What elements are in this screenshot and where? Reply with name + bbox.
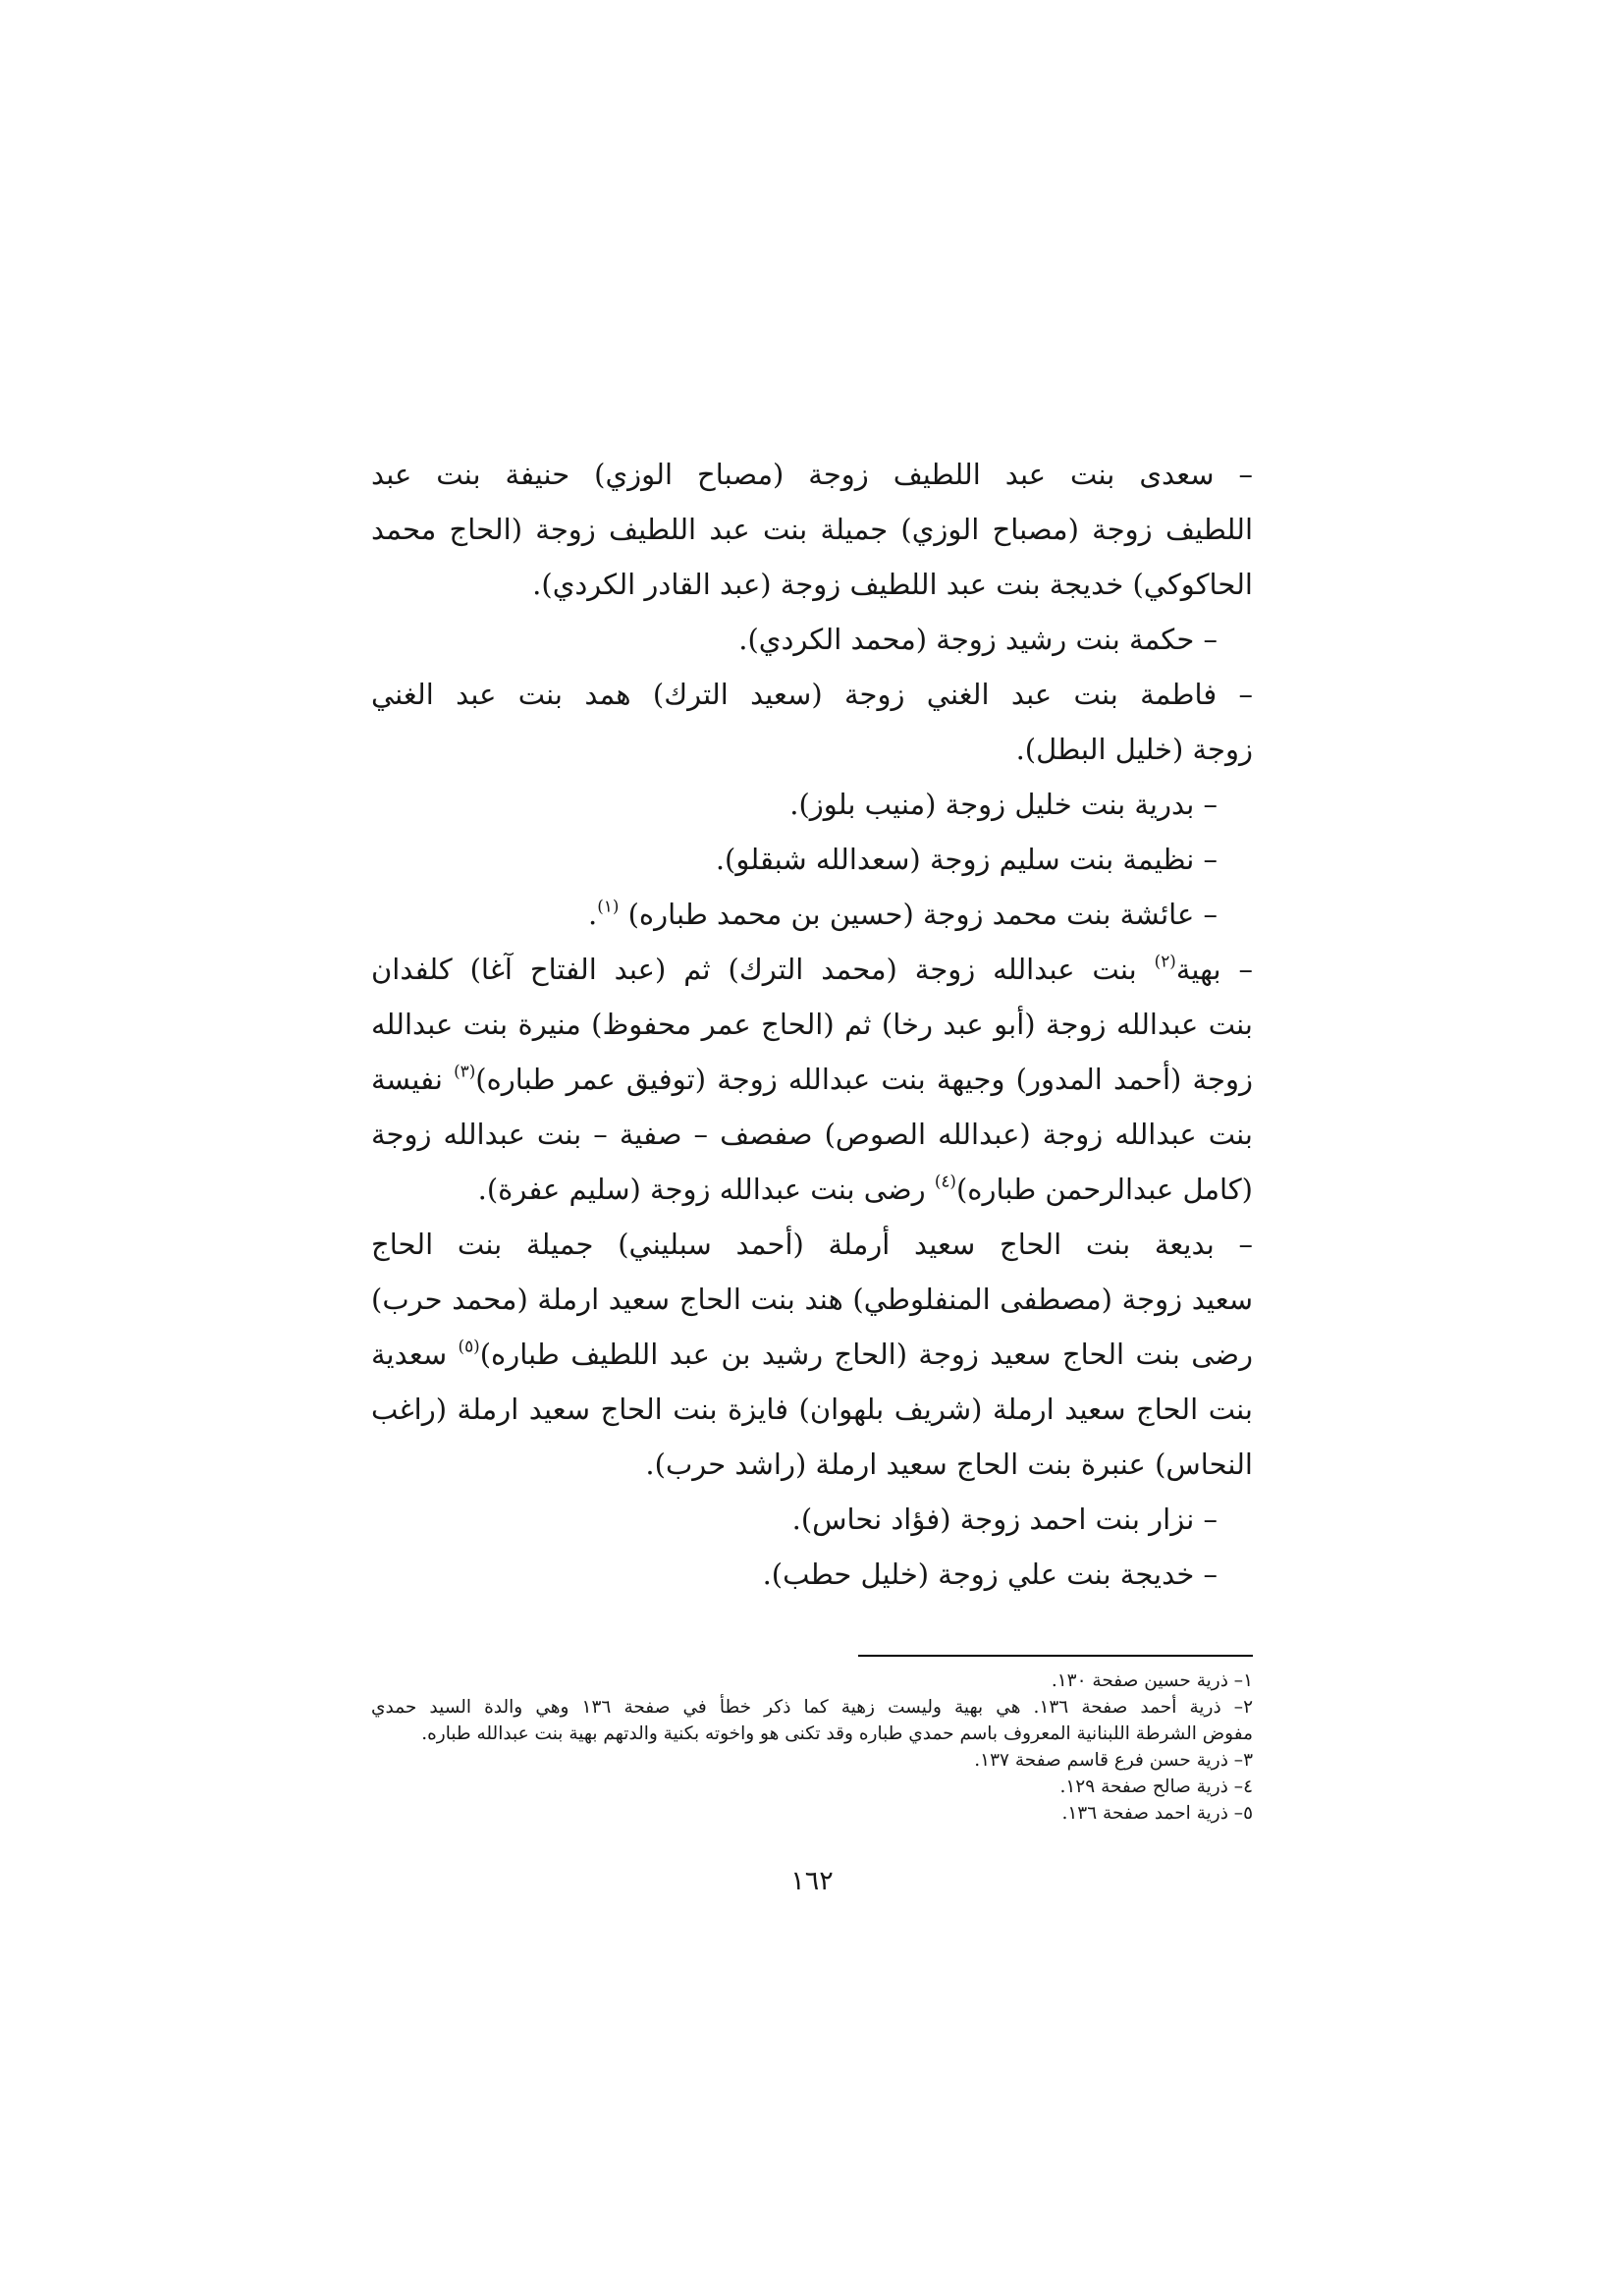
text-line: الحاكوكي) خديجة بنت عبد اللطيف زوجة (عبد القادر الكردي).	[532, 568, 1253, 601]
text-line	[371, 942, 1253, 997]
text-line: – خديجة بنت علي زوجة (خليل حطب).	[762, 1558, 1218, 1591]
text-line	[371, 887, 1253, 942]
page-number: ١٦٢	[790, 1866, 834, 1896]
line-text: زوجة (أحمد المدور) وجيهة بنت عبدالله زوجة (توفيق عمر طباره)	[475, 1063, 1253, 1096]
line-text: سعدية	[371, 1338, 459, 1371]
footnote: ٢– ذرية أحمد صفحة ١٣٦. هي بهية وليست زهية كما ذكر خطأ في صفحة ١٣٦ وهي والدة السيد حمدي	[371, 1697, 1253, 1718]
text-line	[371, 1052, 1253, 1107]
line-text: (كامل عبدالرحمن طباره)	[955, 1173, 1253, 1206]
text-line: بنت الحاج سعيد ارملة (شريف بلهوان) فايزة بنت الحاج سعيد ارملة (راغب	[371, 1393, 1253, 1426]
footnote-reference[interactable]: (٤)	[934, 1171, 956, 1191]
footnote-reference[interactable]: (٥)	[458, 1336, 480, 1356]
text-line: زوجة (خليل البطل).	[1015, 733, 1253, 766]
body-text	[371, 447, 1253, 1602]
line-text: – بهية	[1175, 953, 1253, 986]
text-line: – حكمة بنت رشيد زوجة (محمد الكردي).	[738, 623, 1218, 656]
text-line	[371, 1162, 1253, 1217]
footnote-separator	[858, 1655, 1253, 1657]
footnote-reference[interactable]: (٣)	[454, 1061, 476, 1081]
footnote: ١– ذرية حسين صفحة ١٣٠.	[1051, 1670, 1253, 1691]
footnote-reference[interactable]: (٢)	[1154, 951, 1176, 971]
text-line: – بديعة بنت الحاج سعيد أرملة (أحمد سبليني) جميلة بنت الحاج	[371, 1228, 1253, 1261]
line-text: رضى بنت عبدالله زوجة (سليم عفرة).	[477, 1173, 935, 1206]
text-line: – نزار بنت احمد زوجة (فؤاد نحاس).	[791, 1503, 1218, 1536]
text-line: – فاطمة بنت عبد الغني زوجة (سعيد الترك) همد بنت عبد الغني	[371, 678, 1253, 711]
text-line	[371, 1327, 1253, 1382]
text-line: اللطيف زوجة (مصباح الوزي) جميلة بنت عبد اللطيف زوجة (الحاج محمد	[371, 513, 1253, 546]
line-text: .	[588, 898, 598, 931]
line-text: بنت عبدالله زوجة (محمد الترك) ثم (عبد الفتاح آغا) كلفدان	[371, 953, 1155, 986]
line-text: رضى بنت الحاج سعيد زوجة (الحاج رشيد بن عبد اللطيف طباره)	[479, 1338, 1253, 1371]
footnote-reference[interactable]: (١)	[597, 896, 620, 916]
line-text: – عائشة بنت محمد زوجة (حسين بن محمد طباره)	[619, 898, 1218, 931]
text-line: سعيد زوجة (مصطفى المنفلوطي) هند بنت الحاج سعيد ارملة (محمد حرب)	[371, 1283, 1253, 1316]
text-line: النحاس) عنبرة بنت الحاج سعيد ارملة (راشد حرب).	[645, 1448, 1253, 1481]
footnote: ٣– ذرية حسن فرع قاسم صفحة ١٣٧.	[974, 1750, 1253, 1771]
footnotes	[371, 1667, 1253, 1827]
footnote: ٥– ذرية احمد صفحة ١٣٦.	[1061, 1803, 1253, 1824]
text-line: – نظيمة بنت سليم زوجة (سعدالله شبقلو).	[715, 843, 1218, 876]
footnote-continuation: مفوض الشرطة اللبنانية المعروف باسم حمدي طباره وقد تكنى هو واخوته بكنية والدتهم بهية بنت عبدالله طباره.	[421, 1723, 1253, 1744]
text-line: بنت عبدالله زوجة (أبو عبد رخا) ثم (الحاج عمر محفوظ) منيرة بنت عبدالله	[371, 1008, 1253, 1041]
line-text: نفيسة	[371, 1063, 455, 1096]
footnote: ٤– ذرية صالح صفحة ١٢٩.	[1059, 1777, 1253, 1797]
text-line: بنت عبدالله زوجة (عبدالله الصوص) صفصف – صفية – بنت عبدالله زوجة	[371, 1118, 1253, 1151]
text-line: – بدرية بنت خليل زوجة (منيب بلوز).	[789, 788, 1218, 821]
text-line: – سعدى بنت عبد اللطيف زوجة (مصباح الوزي) حنيفة بنت عبد	[371, 458, 1253, 491]
